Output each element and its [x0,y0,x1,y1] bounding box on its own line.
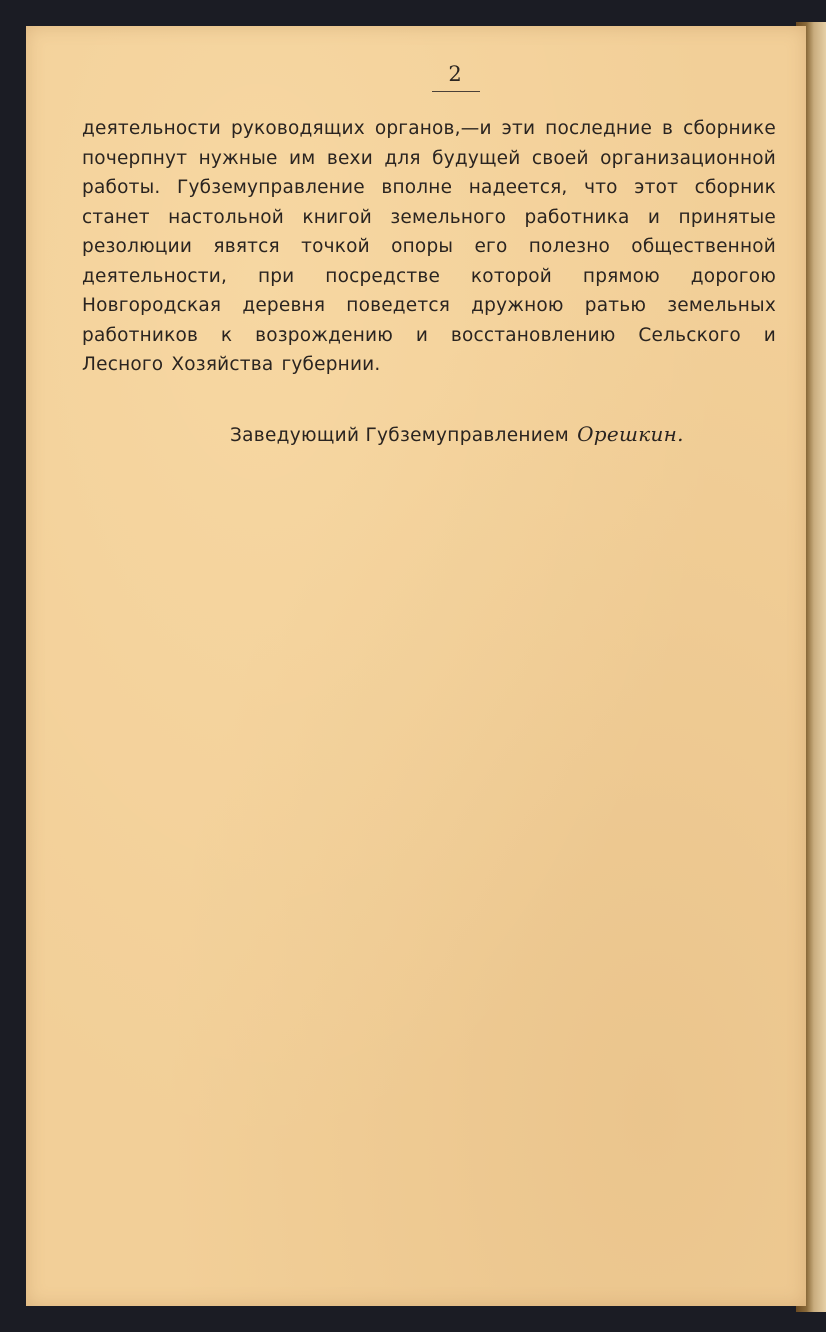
page-number-rule [432,91,480,92]
signature-line [230,422,684,446]
signature-title: Заведующий Губземуправлением [230,425,570,446]
document-page [26,26,806,1306]
body-paragraph: деятельности руководящих органов,—и эти последние в сборнике почерпнут нужные им вехи для будущей своей организационной работы. Губземуправление вполне надеется, что этот сборник станет настольной книгой земельного работника и принятые резолюции явятся точкой опоры его полезно общественной деятельности, при посредстве которой прямою дорогою Новгородская деревня поведется дружною ратью земельных работников к возрождению и восстановлению Сельского и Лесного Хозяйства губернии. [82,118,776,375]
signature-name: Орешкин. [577,422,684,446]
page-number: 2 [448,62,462,86]
